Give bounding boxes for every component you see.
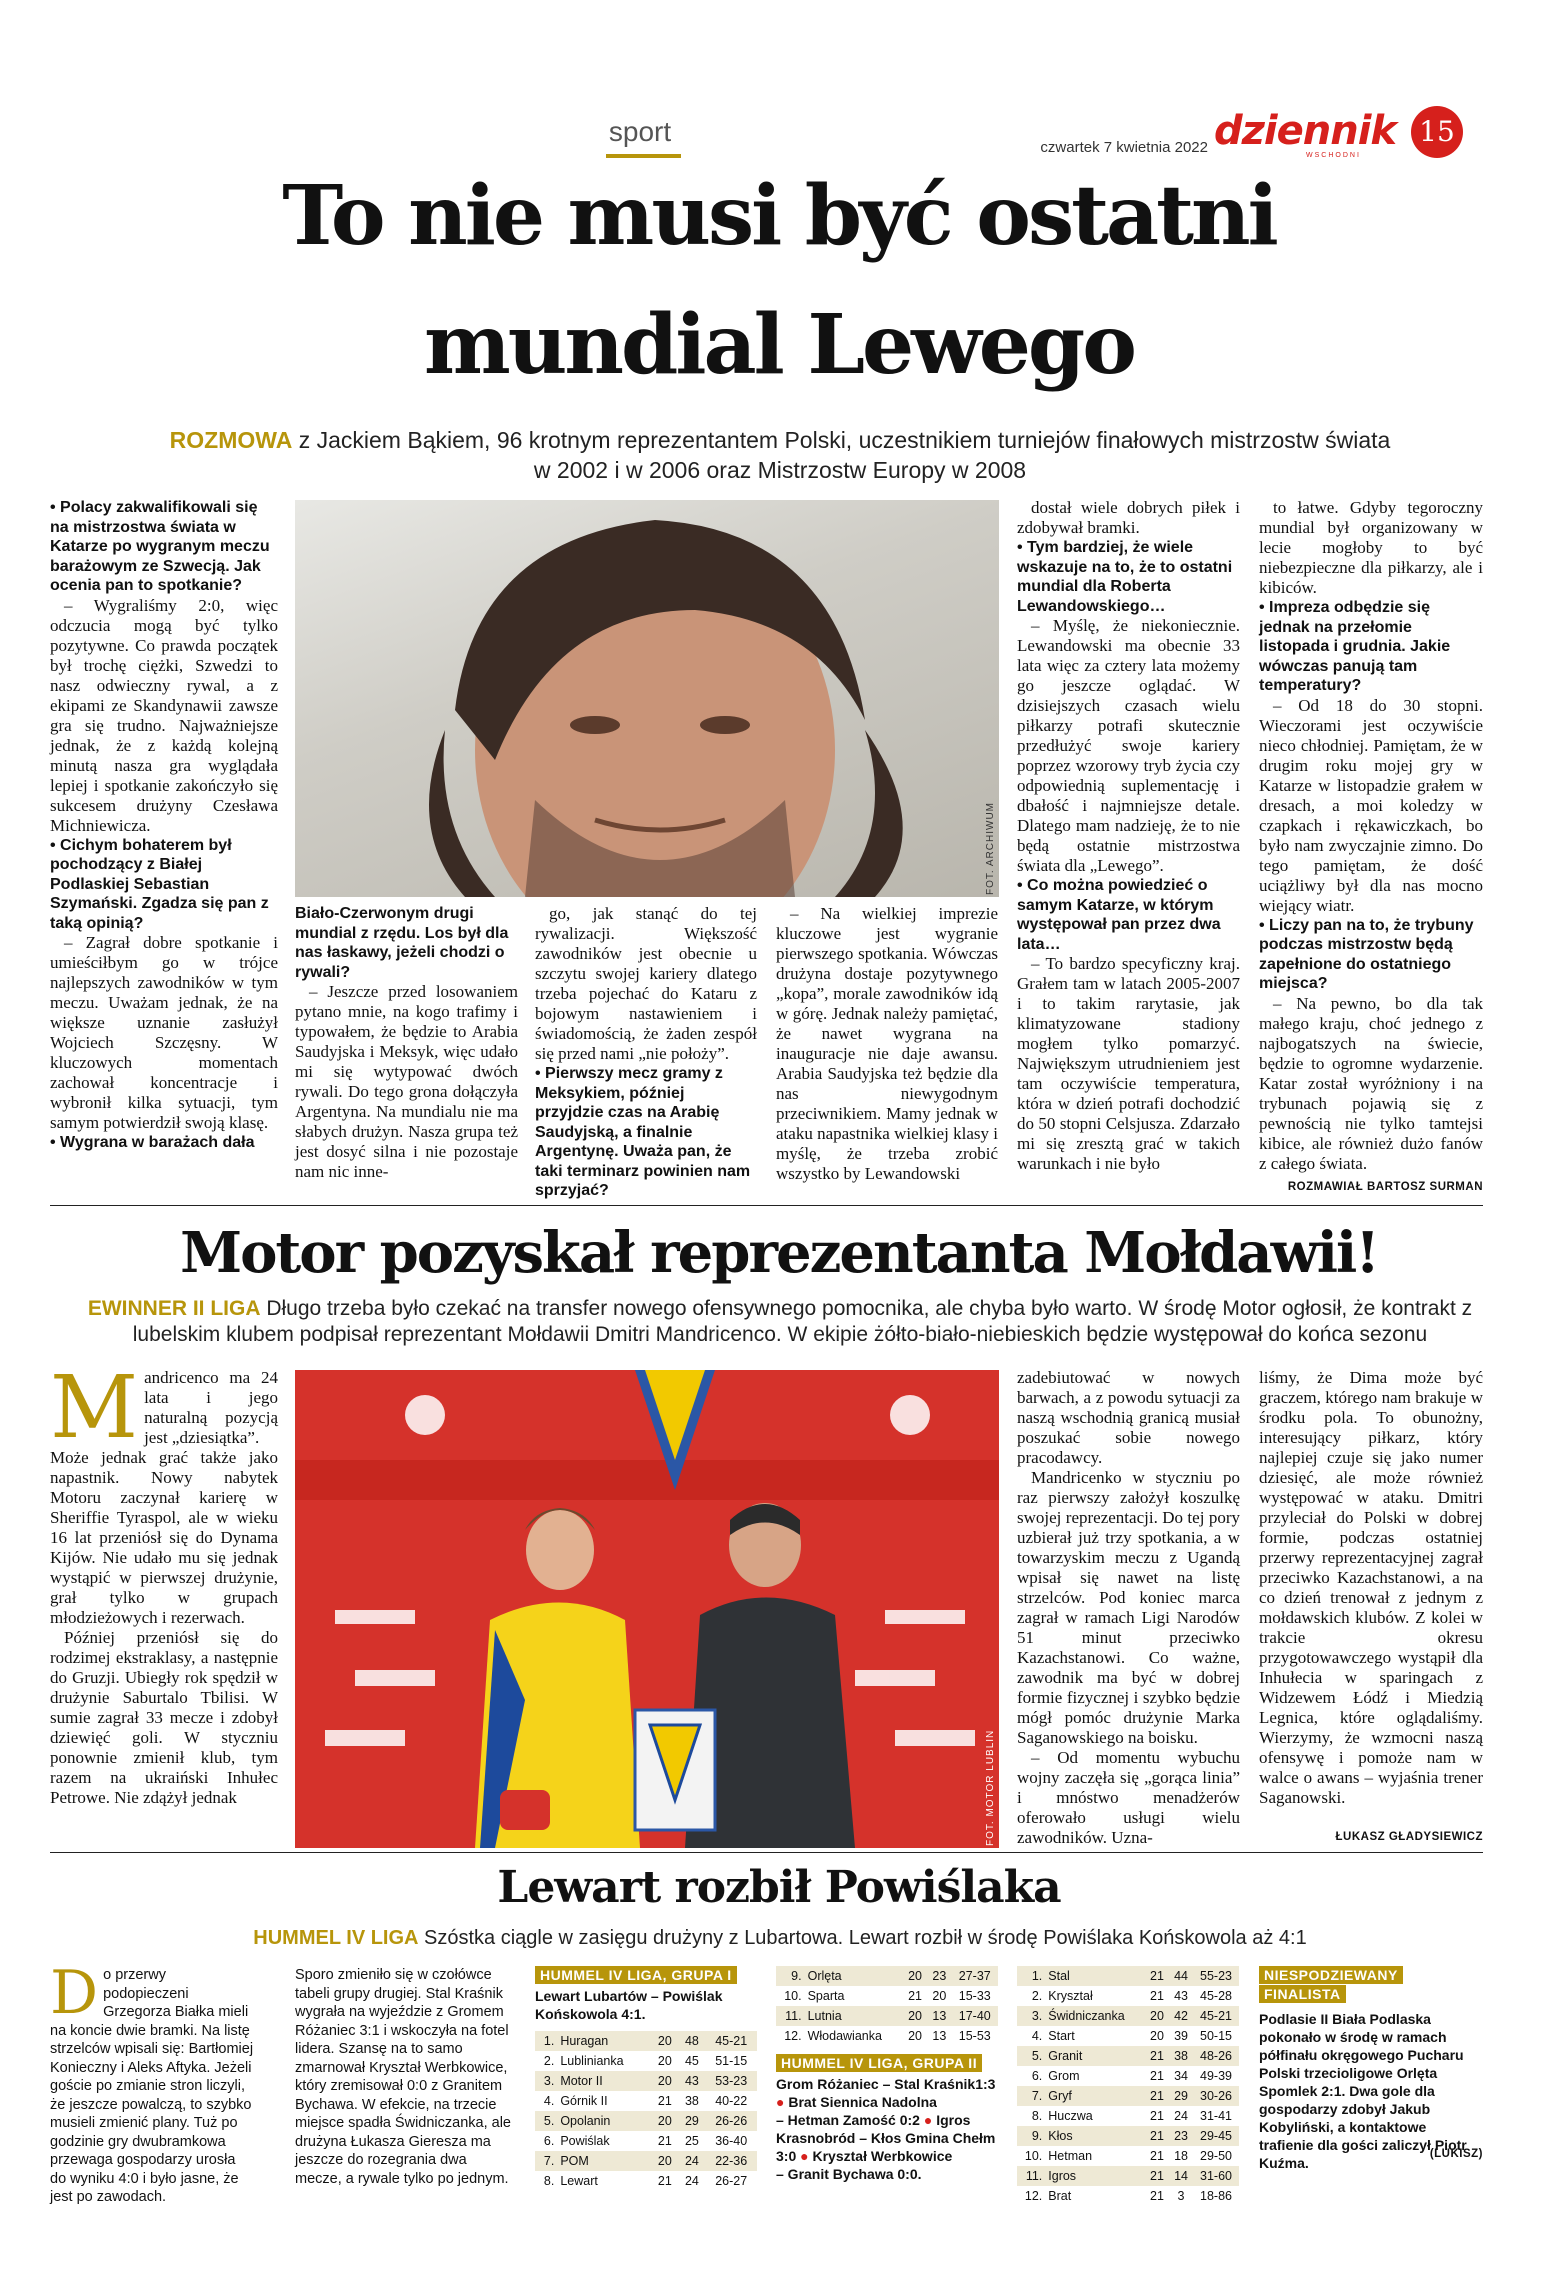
article2-lead-tag: EWINNER II LIGA bbox=[87, 1297, 261, 1320]
interview-answer: – Od 18 do 30 stopni. Wieczorami jest oczywiście nieco chłodniej. Pamiętam, że w drugim roku mojej gry w Katarze w listopadzie grałem w dresach, a moi koledzy w czapkach i rękawiczkach, bo było nam zwyczajnie zimno. Do tego pamiętam, że dość uciążliwy był dla nas mocno wiejący wiatr. bbox=[1259, 695, 1483, 915]
interview-question: • Polacy zakwalifikowali się na mistrzostwa świata w Katarze po wygranym meczu barażowym ze Szwecją. Jak ocenia pan to spotkanie? bbox=[50, 499, 270, 594]
groupA-table-continued bbox=[776, 1966, 998, 2046]
groupA-box bbox=[535, 1966, 760, 2191]
table-cell: POM bbox=[557, 2151, 651, 2171]
table-cell: 24 bbox=[678, 2151, 705, 2171]
table-cell: 26-26 bbox=[705, 2111, 757, 2131]
article1-lead-line1: z Jackiem Bąkiem, 96 krotnym reprezentantem Polski, uczestnikiem turniejów finałowych mistrzostw świata bbox=[292, 427, 1391, 453]
bullet-dot-icon: ● bbox=[776, 2094, 785, 2110]
section-underline bbox=[606, 154, 681, 158]
table-cell: 55-23 bbox=[1193, 1966, 1239, 1986]
table-cell: 21 bbox=[1150, 2149, 1164, 2163]
table-cell: 20 bbox=[903, 2006, 927, 2026]
table-cell: 25 bbox=[684, 2134, 699, 2148]
page-number-badge: 15 bbox=[1411, 106, 1463, 158]
table-cell: 3. bbox=[535, 2071, 557, 2091]
table-cell: 21 bbox=[657, 2134, 672, 2148]
table-cell: 21 bbox=[908, 1989, 922, 2003]
interview-question: • Co można powiedzieć o samym Katarze, w którym występował pan przez dwa lata… bbox=[1017, 877, 1221, 953]
result-line bbox=[776, 2129, 1001, 2147]
interview-question: • Pierwszy mecz gramy z Meksykiem, później przyjdzie czas na Arabię Saudyjską, a finalnie Argentynę. Uważa pan, że taki terminarz powinien nam sprzyjać? bbox=[535, 1065, 751, 1199]
table-cell: 38 bbox=[1169, 2046, 1193, 2066]
interview-question: • Wygrana w barażach dała bbox=[50, 1134, 255, 1151]
table-cell: 53-23 bbox=[705, 2071, 757, 2091]
article1-photo-credit: FOT. ARCHIWUM bbox=[985, 802, 996, 895]
table-cell: Granit bbox=[1045, 2046, 1145, 2066]
article1-column-6 bbox=[1259, 498, 1483, 1174]
table-row bbox=[535, 2071, 757, 2091]
article2-lead-line1: Długo trzeba było czekać na transfer nowego ofensywnego pomocnika, ale chyba było warto. W środę Motor ogłosił, że kontrakt z bbox=[260, 1297, 1473, 1320]
table-cell: 23 bbox=[927, 1966, 951, 1986]
table-cell: 45-21 bbox=[1193, 2006, 1239, 2026]
table-row bbox=[1017, 2186, 1239, 2206]
table-cell: 29-50 bbox=[1200, 2149, 1233, 2163]
article3-lead-tag: HUMMEL IV LIGA bbox=[253, 1927, 419, 1949]
table-cell: 45-28 bbox=[1200, 1989, 1233, 2003]
result-text: 1:3 bbox=[975, 2076, 996, 2092]
table-cell: 7. bbox=[1017, 2086, 1045, 2106]
table-cell: 13 bbox=[927, 2006, 951, 2026]
groupB-title: HUMMEL IV LIGA, GRUPA II bbox=[776, 2054, 982, 2072]
table-cell: 11. bbox=[776, 2006, 805, 2026]
interview-answer: – To bardzo specyficzny kraj. Grałem tam w latach 2005-2007 i to takim rarytasie, jak klimatyzowane stadiony mogłem tylko pomarzyć. Największym utrudnieniem jest tam oczywiście temperatura, która w dzień potrafi dochodzić do 50 stopni Celsjusza. Zdarzało mi się zresztą grać w takich warunkach i nie było bbox=[1017, 954, 1240, 1173]
table-cell: 24 bbox=[1174, 2109, 1188, 2123]
article3-dropcap: D bbox=[50, 1958, 99, 2028]
table-cell: Brat bbox=[1048, 2189, 1072, 2203]
table-cell: 15-53 bbox=[958, 2029, 991, 2043]
table-cell: Świdniczanka bbox=[1045, 2006, 1145, 2026]
article2-column-2 bbox=[1017, 1368, 1240, 1848]
table-cell: 12. bbox=[784, 2029, 802, 2043]
table-cell: 20 bbox=[657, 2054, 672, 2068]
result-line bbox=[776, 2165, 1001, 2183]
table-cell: 6. bbox=[1031, 2069, 1043, 2083]
interview-question: • Cichym bohaterem był pochodzący z Białej Podlaskiej Sebastian Szymański. Zgadza się pan z taką opinią? bbox=[50, 836, 269, 932]
table-cell: 24 bbox=[684, 2174, 699, 2188]
table-cell: 4. bbox=[1031, 2029, 1043, 2043]
table-row bbox=[776, 2026, 998, 2046]
article2-signature: ŁUKASZ GŁADYSIEWICZ bbox=[1335, 1831, 1483, 1843]
table-row bbox=[776, 2006, 998, 2026]
table-cell: Igros bbox=[1045, 2166, 1145, 2186]
table-cell: 45-21 bbox=[705, 2031, 757, 2051]
result-text: Brat Siennica Nadolna bbox=[784, 2094, 937, 2110]
table-cell: 31-60 bbox=[1193, 2166, 1239, 2186]
table-cell: 18-86 bbox=[1200, 2189, 1233, 2203]
table-cell: 21 bbox=[1150, 2189, 1164, 2203]
signing-illustration bbox=[295, 1370, 999, 1848]
table-cell: Sparta bbox=[807, 1989, 845, 2003]
table-cell: 1. bbox=[535, 2031, 557, 2051]
section-label: sport bbox=[608, 116, 672, 147]
groupA-table-continued-box bbox=[776, 1966, 1001, 2183]
table-row bbox=[535, 2051, 757, 2071]
article1-column-2 bbox=[295, 904, 518, 1182]
divider-2 bbox=[50, 1852, 1483, 1853]
interview-answer: – Na wielkiej imprezie kluczowe jest wygranie pierwszego spotkania. Wówczas drużyna dostaje pozytywnego „kopa”, morale zawodników idą w górę. Jednak należy pamiętać, że nawet wygrana na inauguracje nie daje awansu. Arabia Saudyjska też będzie dla nas niewygodnym przeciwnikiem. Mamy jednak w ataku napastnika wielkiej klasy i myślę, że trzeba zrobić wszystko by Lewandowski bbox=[776, 904, 998, 1183]
table-cell: 8. bbox=[1031, 2109, 1043, 2123]
table-row bbox=[1017, 2166, 1239, 2186]
table-cell: 20 bbox=[651, 2071, 678, 2091]
groupB-results bbox=[776, 2075, 1001, 2183]
table-cell: 2. bbox=[543, 2054, 555, 2068]
article2-col1-para3: Później przeniósł się do rodzimej ekstraklasy, a następnie do Gruzji. Ubiegły rok spędził w drużynie Saburtalo Tbilisi. W sumie zagrał 33 mecze i zdobył dziewięć goli. W styczniu ponownie zmienił klub, tym razem na ukraiński Inhułec Petrowe. Nie zdążył jednak bbox=[50, 1628, 278, 1807]
table-cell: 3. bbox=[1017, 2006, 1045, 2026]
result-text: – Hetman Zamość 0:2 bbox=[776, 2112, 920, 2128]
sidebar-text: Podlasie II Biała Podlaska pokonało w środę w ramach półfinału okręgowego Pucharu Polski trzecioligowe Orlęta Spomlek 2:1. Dwa gole dla gospodarzy zdobył Jakub Kobyliński, a kontaktowe trafienie dla gości zaliczył Piotr Kuźma. bbox=[1259, 2011, 1467, 2171]
article1-signature: ROZMAWIAŁ BARTOSZ SURMAN bbox=[1287, 1181, 1483, 1193]
table-cell: 7. bbox=[535, 2151, 557, 2171]
table-cell: 45 bbox=[684, 2054, 699, 2068]
table-cell: 11. bbox=[1017, 2166, 1045, 2186]
table-cell: 4. bbox=[543, 2094, 555, 2108]
table-cell: 20 bbox=[1145, 2006, 1169, 2026]
article1-lead-line2: w 2002 i w 2006 oraz Mistrzostw Europy w 2008 bbox=[533, 457, 1027, 483]
table-cell: Opolanin bbox=[557, 2111, 651, 2131]
interview-question: • Impreza odbędzie się jednak na przełomie listopada i grudnia. Jakie wówczas panują tam temperatury? bbox=[1259, 599, 1451, 694]
table-cell: 26-27 bbox=[715, 2174, 748, 2188]
table-cell: Powiślak bbox=[560, 2134, 610, 2148]
table-row bbox=[1017, 2006, 1239, 2026]
article1-headline-line1: To nie musi być ostatni bbox=[282, 168, 1276, 264]
table-row bbox=[776, 1986, 998, 2006]
table-cell: 50-15 bbox=[1200, 2029, 1233, 2043]
table-row bbox=[535, 2111, 757, 2131]
article2-col3-para: liśmy, że Dima może być graczem, którego nam brakuje w środku pola. To obunożny, interesujący piłkarz, który najlepiej czuje się jako numer dziesięć, ale może również występować w ataku. Dmitri przyleciał do Polski w dobrej formie, podczas ostatniej przerwy reprezentacyjnej zagrał przeciwko Kazachstanowi, a na co dzień trenował z jednym z mołdawskich klubów. Z kolei w trakcie okresu przygotowawczego wystąpił dla Inhułecia w sparingach z Widzewem Łódź i Miedzią Legnica, które oglądaliśmy. Wierzymy, że wzmocni naszą ofensywę i pomoże nam w walce o awans – wyjaśnia trener Saganowski. bbox=[1259, 1368, 1483, 1807]
table-row bbox=[535, 2131, 757, 2151]
table-cell: 21 bbox=[1150, 1989, 1164, 2003]
table-row bbox=[1017, 1986, 1239, 2006]
table-cell: 38 bbox=[684, 2094, 699, 2108]
article2-photo-credit: FOT. MOTOR LUBLIN bbox=[985, 1729, 996, 1846]
table-cell: 20 bbox=[932, 1989, 947, 2003]
result-line bbox=[776, 2147, 1001, 2165]
table-cell: Włodawianka bbox=[807, 2029, 882, 2043]
interview-answer: – Zagrał dobre spotkanie i umieściłbym go w trójce najlepszych zawodników w tym meczu. Uważam jednak, że na większe uznanie zasłużył Wojciech Szczęsny. W kluczowych momentach zachował koncentracje i wybronił kilka sytuacji, tym samym potwierdził swoją klasę. bbox=[50, 933, 278, 1132]
table-cell: 48 bbox=[678, 2031, 705, 2051]
table-cell: Orlęta bbox=[805, 1966, 903, 1986]
table-cell: Hetman bbox=[1048, 2149, 1093, 2163]
table-row bbox=[1017, 2146, 1239, 2166]
table-cell: 36-40 bbox=[715, 2134, 748, 2148]
table-cell: 44 bbox=[1169, 1966, 1193, 1986]
table-cell: 34 bbox=[1174, 2069, 1188, 2083]
article3-column-1 bbox=[50, 1958, 255, 2207]
table-row bbox=[1017, 2106, 1239, 2126]
table-cell: Huragan bbox=[557, 2031, 651, 2051]
result-text: Kryształ Werbkowice bbox=[808, 2148, 953, 2164]
interview-answer: – Na pewno, bo dla tak małego kraju, choć jednego z najbogatszych na świecie, będzie to ogromne wydarzenie. Katar został wyróżniony i na trybunach pojawią się z pewnością nie tylko tamtejsi kibice, ale również dużo fanów z całego świata. bbox=[1259, 993, 1483, 1173]
sidebar-title-2: FINALISTA bbox=[1259, 1985, 1346, 2003]
interview-question: • Liczy pan na to, że trybuny podczas mistrzostw będą zapełnione do ostatniego miejsca? bbox=[1259, 916, 1474, 992]
table-cell: 9. bbox=[1017, 2126, 1045, 2146]
result-text: Grom Różaniec – Stal Kraśnik bbox=[776, 2076, 976, 2092]
table-cell: 20 bbox=[908, 2029, 922, 2043]
table-cell: Górnik II bbox=[560, 2094, 608, 2108]
table-cell: 3 bbox=[1177, 2189, 1185, 2203]
article1-lead-tag: ROZMOWA bbox=[169, 427, 293, 453]
table-cell: 23 bbox=[1169, 2126, 1193, 2146]
table-cell: Kryształ bbox=[1048, 1989, 1093, 2003]
brand-logo bbox=[1214, 108, 1397, 163]
result-text: Igros bbox=[932, 2112, 971, 2128]
table-cell: Lewart bbox=[560, 2174, 598, 2188]
table-cell: Gryf bbox=[1045, 2086, 1145, 2106]
table-row bbox=[1017, 2126, 1239, 2146]
brand-logo-sub: WSCHODNI bbox=[1306, 152, 1361, 159]
table-cell: 21 bbox=[1150, 2069, 1164, 2083]
table-cell: Motor II bbox=[557, 2071, 651, 2091]
table-cell: 22-36 bbox=[705, 2151, 757, 2171]
article1-column-3 bbox=[535, 904, 757, 1201]
table-row bbox=[1017, 2026, 1239, 2046]
table-cell: 21 bbox=[657, 2094, 672, 2108]
groupA-result: Lewart Lubartów – Powiślak Końskowola 4:1. bbox=[535, 1988, 723, 2022]
interview-answer: dostał wiele dobrych piłek i zdobywał bramki. bbox=[1017, 498, 1240, 537]
table-cell: 21 bbox=[1145, 2046, 1169, 2066]
table-cell: 48-26 bbox=[1193, 2046, 1239, 2066]
table-cell: 21 bbox=[657, 2174, 672, 2188]
table-cell: 30-26 bbox=[1193, 2086, 1239, 2106]
table-cell: Stal bbox=[1045, 1966, 1145, 1986]
interview-answer: – Jeszcze przed losowaniem pytano mnie, na kogo trafimy i typowałem, że będzie to Arabia Saudyjska i Meksyk, więc udało mi się wytypować dwóch rywali. Do tego grona dołączyła Argentyna. Na mundialu nie ma słabych drużyn. Nasza grupa też jest dosyć silna i nie pozostaje nam nic inne- bbox=[295, 982, 518, 1181]
table-cell: 20 bbox=[651, 2031, 678, 2051]
table-cell: 5. bbox=[1017, 2046, 1045, 2066]
article2-col2-para1: zadebiutować w nowych barwach, a z powodu sytuacji za naszą wschodnią granicą musiał poszukać sobie nowego pracodawcy. bbox=[1017, 1368, 1240, 1467]
interview-answer: – Wygraliśmy 2:0, więc odczucia mogą być tylko pozytywne. Co prawda początek był trochę ciężki, Szwedzi to nasz odwieczny rywal, a z ekipami ze Skandynawii zawsze gra się trudno. Najważniejsze jednak, że z każdą kolejną minutą nasza gra wyglądała lepiej i spotkanie zakończyło się sukcesem drużyny Czesława Michniewicza. bbox=[50, 595, 278, 835]
table-row bbox=[535, 2171, 757, 2191]
table-cell: 20 bbox=[651, 2111, 678, 2131]
sidebar-news bbox=[1259, 1966, 1483, 2172]
article3-signature: (LUKISZ) bbox=[1429, 2148, 1483, 2160]
article2-photo-signing bbox=[295, 1370, 999, 1848]
article1-photo-jacek-bak bbox=[295, 500, 999, 897]
table-cell: 21 bbox=[1145, 1966, 1169, 1986]
groupB-box bbox=[1017, 1966, 1242, 2206]
table-row bbox=[535, 2031, 757, 2051]
article2-col2-para2: Mandricenko w styczniu po raz pierwszy założył koszulkę swojej reprezentacji. Do tej pory uzbierał już trzy spotkania, a w towarzyskim meczu z Ugandą wpisał się nawet na listę strzelców. Pod koniec marca zagrał w ramach Ligi Narodów 51 minut przeciwko Kazachstanowi. Co ważne, zawodnik ma być w dobrej formie fizycznej i szybko będzie mógł pomóc drużynie Marka Saganowskiego na boisku. bbox=[1017, 1468, 1240, 1747]
table-cell: 39 bbox=[1174, 2029, 1188, 2043]
table-row bbox=[1017, 1966, 1239, 1986]
interview-answer: go, jak stanąć do tej rywalizacji. Większość zawodników jest obecnie u szczytu swojej kariery dlatego trzeba pojechać do Kataru z bojowym nastawieniem i świadomością, że żaden zespół się przed nami „nie położy”. bbox=[535, 904, 757, 1063]
article3-col2-text: Sporo zmieniło się w czołówce tabeli grupy drugiej. Stal Kraśnik wygrała na wyjeździe z Gromem Różaniec 3:1 i wskoczyła na fotel lidera. Szansę na to samo zmarnował Kryształ Werbkowice, który zremisował 0:0 z Granitem Bychawa. W efekcie, na trzecie miejsce spadła Świdniczanka, ale drużyna Łukasza Gieresza ma jeszcze do rozegrania dwa mecze, a rywale tylko po jednym. bbox=[295, 1967, 511, 2187]
table-cell: 21 bbox=[1145, 2086, 1169, 2106]
table-cell: 21 bbox=[1145, 2126, 1169, 2146]
article1-column-5 bbox=[1017, 498, 1240, 1174]
table-cell: 29 bbox=[1169, 2086, 1193, 2106]
article2-dropcap: M bbox=[50, 1358, 139, 1458]
table-cell: 31-41 bbox=[1200, 2109, 1233, 2123]
result-line bbox=[776, 2111, 1001, 2129]
interview-answer: to łatwe. Gdyby tegoroczny mundial był organizowany w lecie mogłoby to być niebezpieczne dla piłkarzy, ale i kibiców. bbox=[1259, 498, 1483, 597]
table-cell: 51-15 bbox=[715, 2054, 748, 2068]
table-cell: 5. bbox=[535, 2111, 557, 2131]
table-cell: 29-45 bbox=[1193, 2126, 1239, 2146]
table-cell: 8. bbox=[543, 2174, 555, 2188]
table-cell: 2. bbox=[1031, 1989, 1043, 2003]
article1-column-1 bbox=[50, 498, 278, 1153]
table-cell: Kłos bbox=[1045, 2126, 1145, 2146]
sidebar-title-1: NIESPODZIEWANY bbox=[1259, 1966, 1403, 1984]
table-cell: 13 bbox=[932, 2029, 947, 2043]
article2-col2-para3: – Od momentu wybuchu wojny zaczęła się „gorąca linia” i mnóstwo menadżerów oferowało usługi wielu zawodników. Uzna- bbox=[1017, 1748, 1240, 1847]
table-cell: 6. bbox=[543, 2134, 555, 2148]
groupA-table bbox=[535, 2031, 757, 2191]
table-cell: 20 bbox=[903, 1966, 927, 1986]
divider-1 bbox=[50, 1205, 1483, 1206]
result-text: 3:0 bbox=[776, 2148, 797, 2164]
table-cell: 21 bbox=[1145, 2166, 1169, 2186]
table-row bbox=[1017, 2066, 1239, 2086]
article3-headline: Lewart rozbił Powiślaka bbox=[497, 1862, 1061, 1913]
table-cell: 27-37 bbox=[952, 1966, 998, 1986]
table-cell: 18 bbox=[1174, 2149, 1188, 2163]
article1-column-4 bbox=[776, 904, 998, 1184]
table-row bbox=[1017, 2086, 1239, 2106]
interview-question: Biało-Czerwonym drugi mundial z rzędu. Los był dla nas łaskawy, jeżeli chodzi o rywali? bbox=[295, 905, 509, 981]
table-cell: Lublinianka bbox=[560, 2054, 624, 2068]
table-cell: 17-40 bbox=[952, 2006, 998, 2026]
table-cell: 43 bbox=[1174, 1989, 1188, 2003]
portrait-illustration bbox=[295, 500, 999, 897]
table-cell: 20 bbox=[1150, 2029, 1164, 2043]
table-cell: Start bbox=[1048, 2029, 1075, 2043]
article3-lead bbox=[60, 1925, 1500, 1951]
article2-col1-para2: Może jednak grać także jako napastnik. Nowy nabytek Motoru zaczynał karierę w Sheriffie Tyraspol, ale w wieku 16 lat przeniósł się do Dynama Kijów. Nie udało mu się jednak wystąpić w pierwszej drużynie, grał tylko w grupach młodzieżowych i rezerwach. bbox=[50, 1448, 278, 1627]
bullet-dot-icon: ● bbox=[796, 2148, 809, 2164]
table-row bbox=[535, 2151, 757, 2171]
interview-answer: – Myślę, że niekoniecznie. Lewandowski ma obecnie 33 lata więc za cztery lata możemy go jeszcze oglądać. W dzisiejszych czasach wielu piłkarzy potrafi skutecznie przedłużyć swoje kariery poprzez wzorowy tryb życia czy odpowiednią suplementację i dbałość i najmniejsze detale. Dlatego mam nadzieję, że to nie będą ostatnie mistrzostwa świata dla „Lewego”. bbox=[1017, 616, 1240, 875]
table-cell: 15-33 bbox=[958, 1989, 991, 2003]
groupA-title: HUMMEL IV LIGA, GRUPA I bbox=[535, 1966, 737, 1984]
article2-column-1 bbox=[50, 1358, 278, 1808]
table-cell: 10. bbox=[1024, 2149, 1043, 2163]
result-text: – Granit Bychawa 0:0. bbox=[776, 2166, 922, 2182]
article2-lead bbox=[60, 1296, 1500, 1348]
brand-logo-text: dziennik bbox=[1214, 108, 1397, 154]
table-cell: 49-39 bbox=[1200, 2069, 1233, 2083]
table-cell: 43 bbox=[678, 2071, 705, 2091]
article2-headline: Motor pozyskał reprezentanta Mołdawii! bbox=[180, 1220, 1378, 1286]
table-cell: 42 bbox=[1169, 2006, 1193, 2026]
issue-date: czwartek 7 kwietnia 2022 bbox=[1040, 139, 1208, 156]
table-cell: 9. bbox=[776, 1966, 805, 1986]
result-text: Krasnobród – Kłos Gmina Chełm bbox=[776, 2130, 996, 2146]
table-cell: 20 bbox=[651, 2151, 678, 2171]
article3-lead-text: Szóstka ciągle w zasięgu drużyny z Lubartowa. Lewart rozbił w środę Powiślaka Końskowola aż 4:1 bbox=[418, 1927, 1307, 1949]
article3-column-2 bbox=[295, 1966, 515, 2188]
interview-question: • Tym bardziej, że wiele wskazuje na to, że to ostatni mundial dla Roberta Lewandowskiego… bbox=[1017, 539, 1233, 615]
table-row bbox=[535, 2091, 757, 2111]
table-cell: 12. bbox=[1024, 2189, 1043, 2203]
table-cell: 29 bbox=[678, 2111, 705, 2131]
article2-col1-para1: andricenco ma 24 lata i jego naturalną pozycją jest „dziesiątka”. bbox=[144, 1368, 278, 1447]
table-cell: Grom bbox=[1048, 2069, 1080, 2083]
table-cell: 14 bbox=[1169, 2166, 1193, 2186]
table-cell: 10. bbox=[784, 1989, 802, 2003]
article1-headline-line2: mundial Lewego bbox=[424, 297, 1134, 393]
bullet-dot-icon: ● bbox=[919, 2112, 933, 2128]
table-cell: Huczwa bbox=[1048, 2109, 1093, 2123]
table-cell: 21 bbox=[1150, 2109, 1164, 2123]
table-row bbox=[776, 1966, 998, 1986]
article2-column-3 bbox=[1259, 1368, 1483, 1808]
table-cell: Lutnia bbox=[805, 2006, 903, 2026]
article2-lead-line2: lubelskim klubem podpisał reprezentant Mołdawii Dmitri Mandricenco. W ekipie żółto-biało-niebieskich będzie występował do końca sezonu bbox=[132, 1323, 1428, 1346]
table-cell: 1. bbox=[1017, 1966, 1045, 1986]
result-line bbox=[776, 2075, 1001, 2111]
table-row bbox=[1017, 2046, 1239, 2066]
groupB-table bbox=[1017, 1966, 1239, 2206]
table-cell: 40-22 bbox=[715, 2094, 748, 2108]
article1-lead bbox=[60, 425, 1500, 485]
article3-col1-text: o przerwy podopieczeni Grzegorza Białka mieli na koncie dwie bramki. Na listę strzelców wpisali się: Bartłomiej Konieczny i Aleks Aftyka. Jeżeli goście po zmianie stron liczyli, że jeszcze powalczą, to szybko musieli zmienić plany. Tuż po godzinie gry dwubramkowa przewaga gospodarzy urosła do wyniku 4:0 i było jasne, że jest po zawodach. bbox=[50, 1967, 254, 2205]
